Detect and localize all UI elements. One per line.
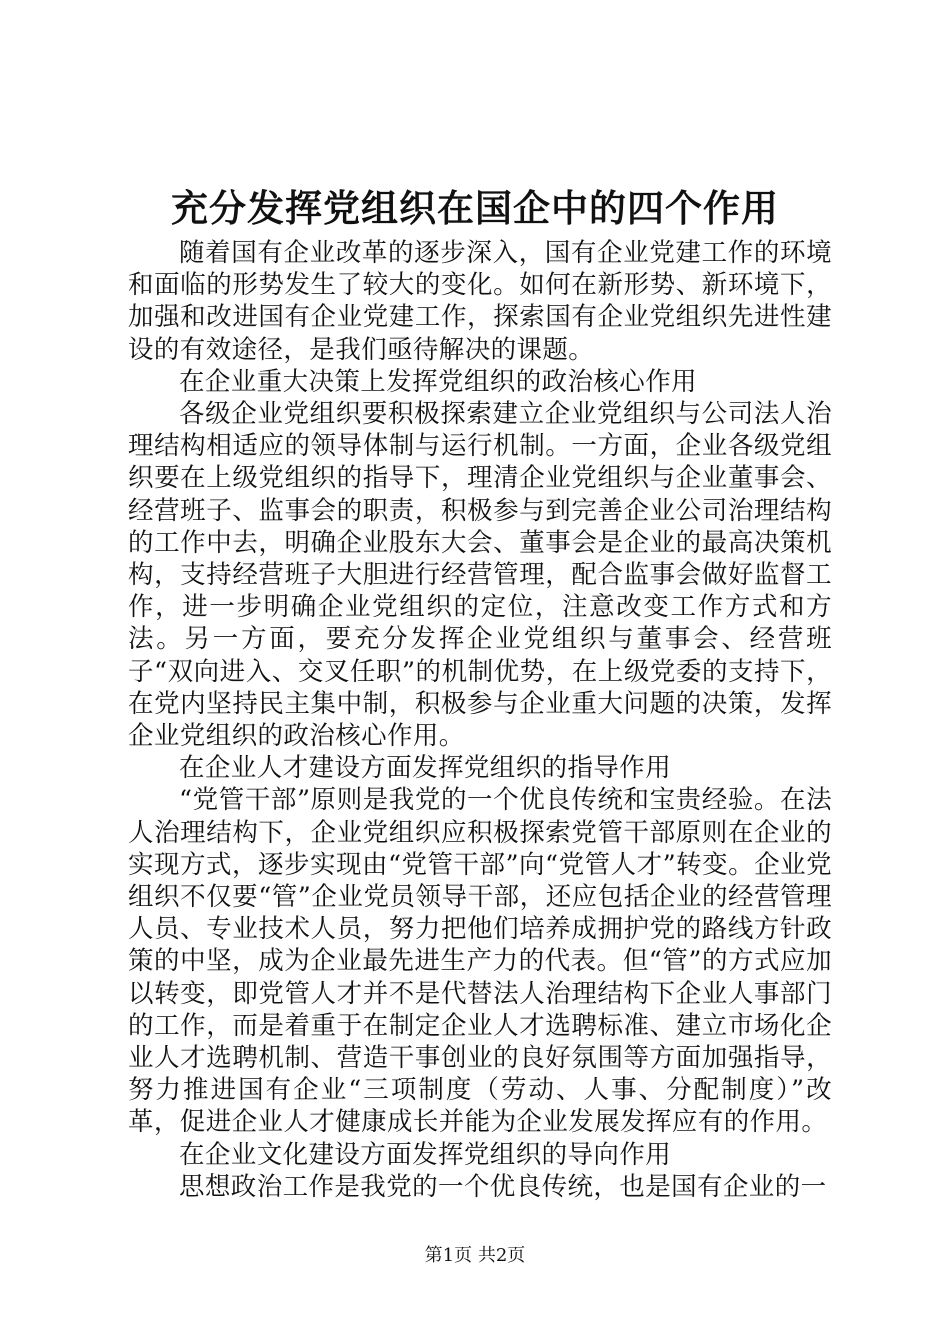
section-heading-decision: 在企业重大决策上发挥党组织的政治核心作用: [179, 366, 698, 397]
document-title: 充分发挥党组织在国企中的四个作用: [171, 186, 779, 230]
section-heading-culture: 在企业文化建设方面发挥党组织的导向作用: [179, 1139, 672, 1170]
section-heading-talent: 在企业人才建设方面发挥党组织的指导作用: [179, 753, 672, 784]
culture-paragraph: 思想政治工作是我党的一个优良传统，也是国有企业的一: [179, 1171, 827, 1202]
intro-paragraph: 随着国有企业改革的逐步深入，国有企业党建工作的环境和面临的形势发生了较大的变化。如何在新形势、新环境下，加强和改进国有企业党建工作，探索国有企业党组织先进性建设的有效途径，是我们亟待解决的课题。: [128, 238, 832, 365]
page-footer: 第1页 共2页: [424, 1245, 526, 1266]
document-body: [128, 237, 832, 1203]
talent-paragraph: “党管干部”原则是我党的一个优良传统和宝贵经验。在法人治理结构下，企业党组织应积极探索党管干部原则在企业的实现方式，逐步实现由“党管干部”向“党管人才”转变。企业党组织不仅要“管”企业党员领导干部，还应包括企业的经营管理人员、专业技术人员，努力把他们培养成拥护党的路线方针政策的中坚，成为企业最先进生产力的代表。但“管”的方式应加以转变，即党管人才并不是代替法人治理结构下企业人事部门的工作，而是着重于在制定企业人才选聘标准、建立市场化企业人才选聘机制、营造干事创业的良好氛围等方面加强指导，努力推进国有企业“三项制度（劳动、人事、分配制度）”改革，促进企业人才健康成长并能为企业发展发挥应有的作用。: [128, 785, 832, 1138]
decision-paragraph: 各级企业党组织要积极探索建立企业党组织与公司法人治理结构相适应的领导体制与运行机制。一方面，企业各级党组织要在上级党组织的指导下，理清企业党组织与企业董事会、经营班子、监事会的职责，积极参与到完善企业公司治理结构的工作中去，明确企业股东大会、董事会是企业的最高决策机构，支持经营班子大胆进行经营管理，配合监事会做好监督工作，进一步明确企业党组织的定位，注意改变工作方式和方法。另一方面，要充分发挥企业党组织与董事会、经营班子“双向进入、交叉任职”的机制优势，在上级党委的支持下，在党内坚持民主集中制，积极参与企业重大问题的决策，发挥企业党组织的政治核心作用。: [128, 399, 832, 752]
